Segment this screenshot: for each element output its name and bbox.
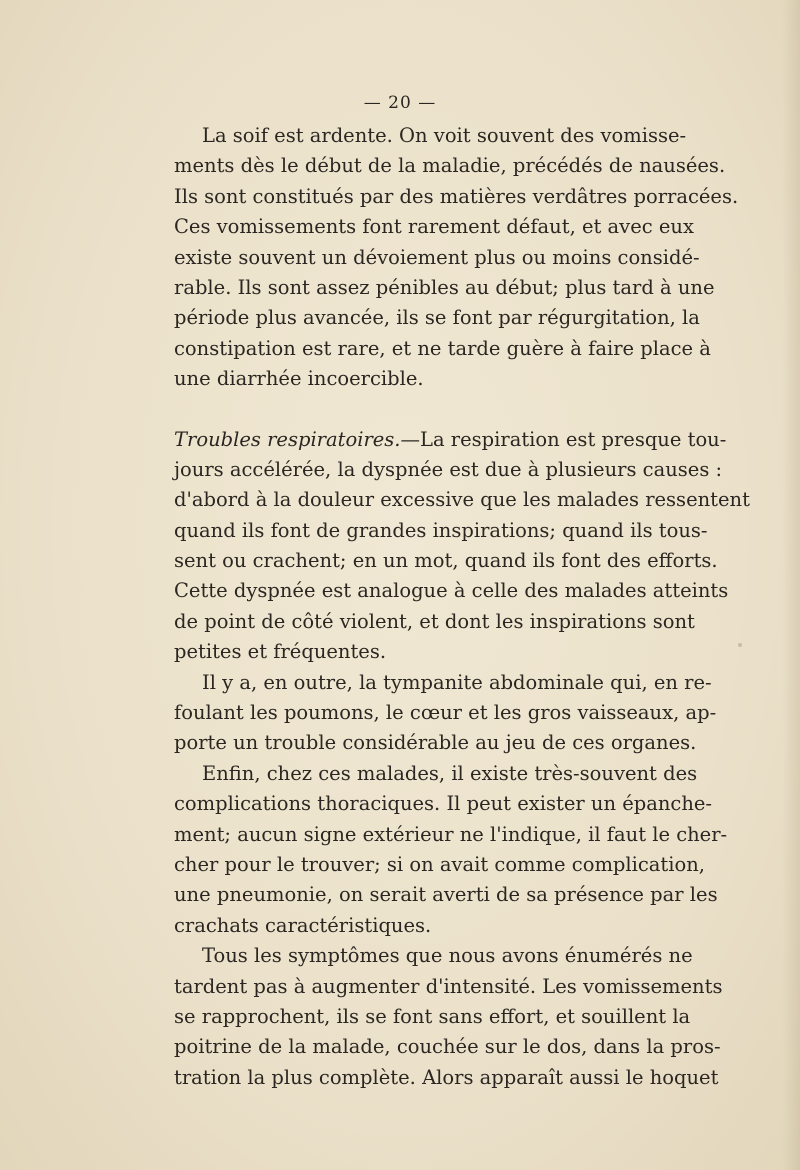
text-line: sent ou crachent; en un mot, quand ils font des efforts. (174, 549, 718, 573)
section-lead-text: —La respiration est presque tou- (400, 427, 727, 451)
text-line: La soif est ardente. On voit souvent des vomisse- (202, 124, 687, 147)
text-line: Ils sont constitués par des matières verdâtres porracées. (174, 184, 739, 208)
text-line: une diarrhée incoercible. (174, 367, 424, 391)
text-line: quand ils font de grandes inspirations; quand ils tous- (174, 518, 708, 542)
text-line: crachats caractéristiques. (174, 913, 432, 937)
text-line: période plus avancée, ils se font par régurgitation, la (174, 306, 700, 330)
text-line: constipation est rare, et ne tarde guère à faire place à (174, 336, 711, 360)
text-line: tration la plus complète. Alors apparaît aussi le hoquet (174, 1065, 719, 1089)
text-line: Ces vomissements font rarement défaut, et avec eux (174, 215, 694, 239)
text-line: existe souvent un dévoiement plus ou moins considé- (174, 245, 700, 269)
text-line: d'abord à la douleur excessive que les malades ressentent (174, 488, 750, 512)
body-text (174, 121, 750, 1093)
text-line: complications thoraciques. Il peut exister un épanche- (174, 792, 713, 816)
text-line: Enfin, chez ces malades, il existe très-souvent des (202, 761, 698, 785)
text-line: petites et fréquentes. (174, 640, 387, 664)
text-line: ment; aucun signe extérieur ne l'indique, il faut le cher- (174, 822, 728, 846)
text-line: Tous les symptômes que nous avons énumérés ne (202, 944, 693, 968)
page-edge-shadow (782, 0, 800, 1170)
text-line: Il y a, en outre, la tympanite abdominale qui, en re- (202, 670, 712, 694)
paper-speck (738, 643, 742, 647)
section-heading: Troubles respiratoires. (174, 427, 401, 451)
text-line: rable. Ils sont assez pénibles au début; plus tard à une (174, 275, 715, 299)
text-line: cher pour le trouver; si on avait comme complication, (174, 852, 706, 876)
text-line: jours accélérée, la dyspnée est due à plusieurs causes : (174, 457, 723, 481)
text-line: foulant les poumons, le cœur et les gros vaisseaux, ap- (174, 701, 717, 725)
text-line: poitrine de la malade, couchée sur le dos, dans la pros- (174, 1035, 721, 1059)
text-line: Cette dyspnée est analogue à celle des malades atteints (174, 579, 729, 603)
section-lead-line (174, 425, 727, 455)
text-line: de point de côté violent, et dont les inspirations sont (174, 609, 695, 633)
text-line: se rapprochent, ils se font sans effort, et souillent la (174, 1004, 691, 1028)
paragraph-gap (174, 395, 652, 425)
text-line: une pneumonie, on serait averti de sa présence par les (174, 883, 718, 907)
text-line: porte un trouble considérable au jeu de ces organes. (174, 731, 697, 755)
page-number: — 20 — (363, 93, 437, 113)
text-line: tardent pas à augmenter d'intensité. Les vomissements (174, 974, 723, 998)
text-line: ments dès le début de la maladie, précédés de nausées. (174, 154, 726, 178)
